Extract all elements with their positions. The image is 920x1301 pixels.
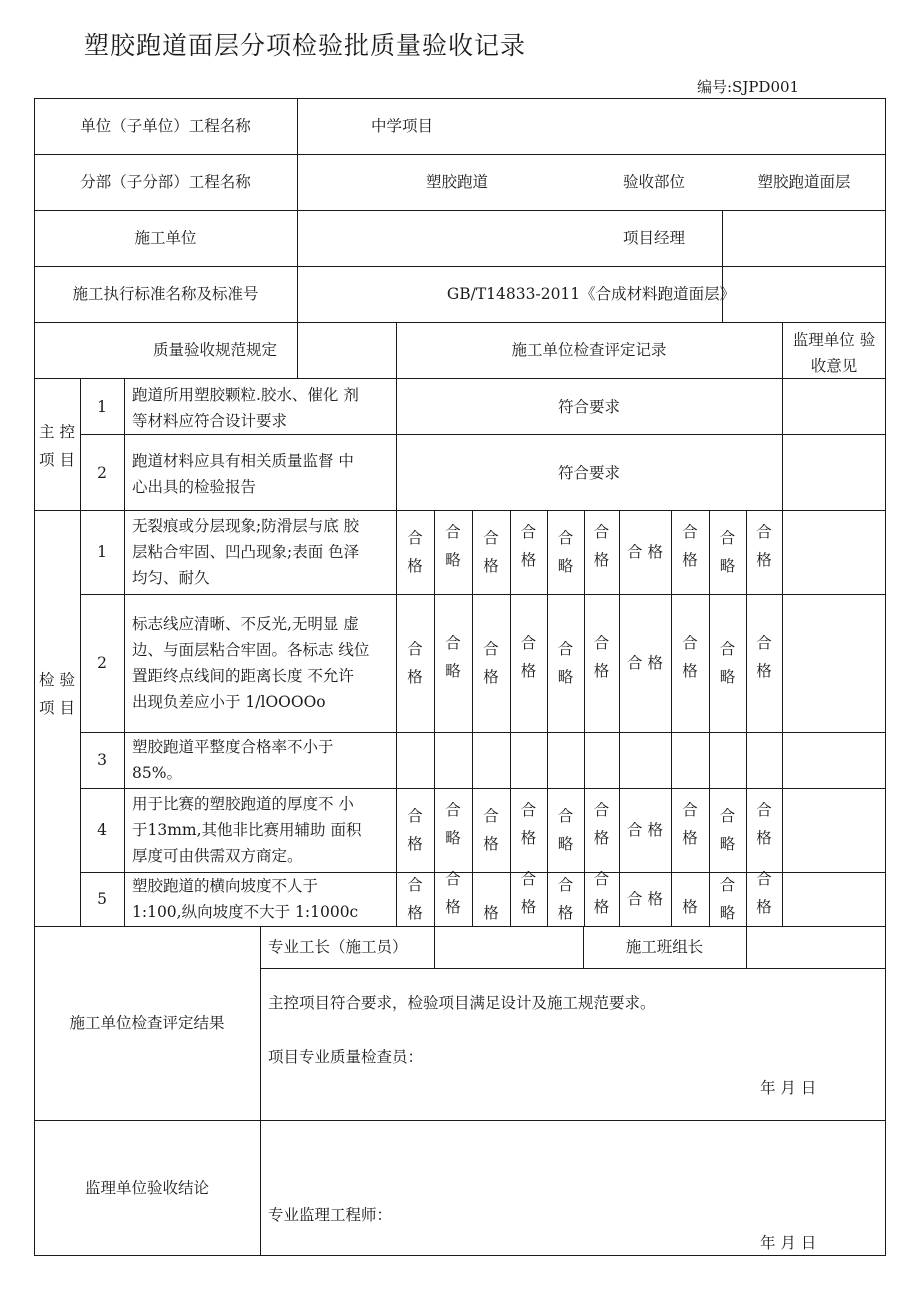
qualified-mark-char: 合: [520, 870, 537, 888]
general-item-line: 塑胶跑道的横向坡度不人于: [132, 877, 319, 895]
qualified-mark: [472, 802, 510, 858]
qualified-mark: [434, 518, 472, 574]
qualified-mark-char: 略: [557, 668, 574, 686]
rule: [34, 210, 886, 211]
qualified-mark-char: 合: [557, 876, 574, 894]
supervision-date: 年 月 日: [760, 1234, 817, 1252]
qualified-mark: [434, 796, 472, 852]
general-item-line: 层粘合牢固、凹凸现象;表面 色泽: [132, 543, 360, 561]
qualified-mark-char: 合: [593, 801, 610, 819]
rule: [34, 266, 886, 267]
qualified-mark: [671, 518, 709, 574]
qualified-mark: [709, 635, 746, 691]
general-item-line: 均匀、耐久: [132, 569, 210, 587]
unit-project-label: 单位（子单位）工程名称: [80, 117, 251, 135]
qualified-mark: [619, 649, 671, 677]
main-item-text: [132, 382, 359, 434]
inspection-record-table: [34, 98, 886, 1256]
qualified-mark-char: 合: [520, 523, 537, 541]
qualified-mark-char: 合: [719, 807, 736, 825]
qualified-mark-char: 格: [483, 904, 499, 922]
qualified-mark-char: 格: [483, 835, 499, 853]
supervising-engineer-label: 专业监理工程师：: [268, 1206, 393, 1224]
qualified-mark-char: 合: [756, 870, 772, 888]
rule: [434, 926, 435, 968]
group-line: 项 目: [39, 451, 75, 469]
qualified-mark: [547, 871, 584, 927]
rule: [34, 154, 886, 155]
qualified-mark-char: 格: [756, 551, 772, 569]
qualified-mark-char: 合: [407, 807, 423, 825]
general-item-line: 厚度可由供需双方商定。: [132, 847, 303, 865]
supervision-conclusion-label: 监理单位验收结论: [84, 1179, 209, 1197]
qualified-mark-char: 略: [557, 835, 574, 853]
qualified-mark-char: 合: [756, 523, 772, 541]
qualified-mark-char: 合: [557, 807, 574, 825]
qualified-mark-char: 格: [593, 551, 610, 569]
qualified-mark-char: 合: [557, 640, 574, 658]
general-item-no: 3: [97, 751, 107, 769]
standard-value: GB/T14833-2011《合成材料跑道面层》: [446, 285, 736, 303]
qualified-mark: [584, 518, 619, 574]
qualified-mark-char: 合: [719, 876, 736, 894]
foreman-label: 专业工长（施工员）: [268, 938, 408, 956]
rule: [619, 510, 620, 926]
qualified-mark-char: 略: [445, 662, 461, 680]
main-item-line: 等材料应符合设计要求: [132, 412, 288, 430]
rule: [722, 210, 723, 266]
qualified-mark: [547, 524, 584, 580]
rule: [34, 98, 886, 99]
qualified-mark-char: 合: [483, 640, 499, 658]
qualified-mark: [619, 816, 671, 844]
qualified-mark-char: [472, 871, 510, 899]
rule: [260, 968, 886, 969]
qualified-mark-char: 略: [719, 835, 736, 853]
record-header: 施工单位检查评定记录: [511, 341, 667, 359]
main-item-line: 跑道所用塑胶颗粒.胶水、催化 剂: [132, 386, 359, 404]
document-code: 编号:SJPD001: [697, 78, 800, 96]
qualified-mark: [434, 865, 472, 921]
qualified-mark-char: 合: [682, 634, 698, 652]
accept-part-value: 塑胶跑道面层: [757, 173, 851, 191]
qualified-mark-char: 合: [483, 529, 499, 547]
group-line: 主 控: [39, 423, 75, 441]
qualified-mark-char: 略: [719, 557, 736, 575]
supervisor-header-line2: 收意见: [810, 357, 858, 375]
qualified-mark-char: 格: [682, 829, 698, 847]
main-control-group-label: [34, 418, 80, 474]
qualified-mark: [671, 629, 709, 685]
supervisor-header-line1: 监理单位 验: [792, 331, 876, 349]
qualified-mark-char: 合: [445, 870, 461, 888]
qualified-mark: [619, 885, 671, 913]
rule: [34, 926, 886, 927]
rule: [80, 434, 886, 435]
main-item-no: 1: [97, 398, 107, 416]
qualified-mark-char: 格: [593, 662, 610, 680]
qualified-mark-char: 格: [520, 551, 537, 569]
qualified-mark-char: 合 格: [627, 543, 663, 561]
qualified-mark: [746, 518, 782, 574]
qualified-mark-char: 略: [719, 904, 736, 922]
spec-header: 质量验收规范规定: [152, 341, 277, 359]
rule: [782, 322, 783, 926]
qualified-mark-char: 合: [719, 529, 736, 547]
rule: [260, 926, 261, 1256]
rule: [34, 378, 886, 379]
qualified-mark-char: 格: [593, 829, 610, 847]
general-item-line: 无裂痕或分层现象;防滑层与底 胶: [132, 517, 360, 535]
qualified-mark: [396, 524, 434, 580]
main-item-line: 心出具的检验报告: [132, 478, 257, 496]
page-title: 塑胶跑道面层分项检验批质量验收记录: [84, 31, 527, 60]
quality-inspector-label: 项目专业质量检查员：: [268, 1048, 424, 1066]
qualified-mark-char: 合: [682, 523, 698, 541]
standard-label: 施工执行标准名称及标准号: [72, 285, 259, 303]
qualified-mark-char: 合: [445, 523, 461, 541]
qualified-mark-char: 合: [719, 640, 736, 658]
qualified-mark: [434, 629, 472, 685]
qualified-mark: [584, 796, 619, 852]
construction-result-label: 施工单位检查评定结果: [69, 1014, 225, 1032]
qualified-mark: [547, 802, 584, 858]
qualified-mark-char: 合 格: [627, 654, 663, 672]
general-item-text: [132, 734, 334, 786]
qualified-mark: [472, 871, 510, 927]
general-item-text: [132, 873, 358, 925]
qualified-mark-char: 格: [483, 557, 499, 575]
rule: [34, 1255, 886, 1256]
qualified-mark-char: 合: [407, 529, 423, 547]
qualified-mark: [746, 796, 782, 852]
qualified-mark-char: 合: [520, 801, 537, 819]
main-item-no: 2: [97, 464, 107, 482]
qualified-mark-char: 合 格: [627, 890, 663, 908]
rule: [80, 732, 886, 733]
qualified-mark: [396, 635, 434, 691]
accept-part-label: 验收部位: [622, 173, 685, 191]
rule: [34, 1120, 886, 1121]
qualified-mark-char: 略: [719, 668, 736, 686]
qualified-mark: [396, 871, 434, 927]
qualified-mark-char: 格: [483, 668, 499, 686]
qualified-mark-char: 合: [445, 634, 461, 652]
qualified-mark-char: 合: [520, 634, 537, 652]
qualified-mark: [709, 802, 746, 858]
general-item-line: 1:100,纵向坡度不大于 1:1000c: [132, 903, 359, 921]
qualified-mark-char: 格: [445, 898, 461, 916]
qualified-mark-char: 格: [520, 662, 537, 680]
qualified-mark: [671, 796, 709, 852]
general-item-no: 2: [97, 654, 107, 672]
qualified-mark: [510, 796, 547, 852]
qualified-mark-char: 格: [756, 662, 772, 680]
qualified-mark-char: 格: [593, 898, 610, 916]
qualified-mark: [472, 524, 510, 580]
qualified-mark-char: 格: [682, 662, 698, 680]
qualified-mark-char: 格: [520, 829, 537, 847]
rule: [80, 594, 886, 595]
qualified-mark-char: 略: [445, 829, 461, 847]
rule: [885, 98, 886, 1256]
qualified-mark-char: 合: [682, 801, 698, 819]
qualified-mark-char: 合: [593, 870, 610, 888]
general-item-text: [132, 513, 359, 591]
qualified-mark-char: 合: [407, 640, 423, 658]
qualified-mark-char: 格: [756, 898, 772, 916]
qualified-mark-char: 合: [557, 529, 574, 547]
main-item-result: 符合要求: [557, 464, 620, 482]
rule: [34, 322, 886, 323]
qualified-mark-char: 合 格: [627, 821, 663, 839]
qualified-mark: [709, 524, 746, 580]
qualified-mark: [547, 635, 584, 691]
qualified-mark-char: 格: [520, 898, 537, 916]
qualified-mark: [510, 629, 547, 685]
qualified-mark: [671, 865, 709, 921]
qualified-mark-char: [671, 865, 709, 893]
qualified-mark: [584, 865, 619, 921]
general-item-line: 边、与面层粘合牢固。各标志 线位: [132, 641, 370, 659]
general-item-no: 4: [97, 821, 107, 839]
qualified-mark-char: 合: [593, 634, 610, 652]
rule: [34, 510, 886, 511]
group-line: 项 目: [39, 699, 75, 717]
main-item-line: 跑道材料应具有相关质量监督 中: [132, 452, 354, 470]
qualified-mark-char: 格: [682, 551, 698, 569]
result-date: 年 月 日: [760, 1079, 817, 1097]
manager-label: 项目经理: [622, 229, 685, 247]
general-item-line: 标志线应清晰、不反光,无明显 虚: [132, 615, 359, 633]
rule: [80, 788, 886, 789]
qualified-mark-char: 格: [407, 668, 423, 686]
general-item-line: 85%。: [132, 764, 182, 782]
qualified-mark-char: 合: [483, 807, 499, 825]
qualified-mark-char: 合: [445, 801, 461, 819]
qualified-mark: [584, 629, 619, 685]
division-value: 塑胶跑道: [425, 173, 488, 191]
rule: [746, 926, 747, 968]
qualified-mark: [472, 635, 510, 691]
qualified-mark-char: 格: [682, 898, 698, 916]
general-item-line: 塑胶跑道平整度合格率不小于: [132, 738, 334, 756]
qualified-mark: [619, 538, 671, 566]
general-item-text: [132, 611, 369, 715]
qualified-mark-char: 格: [407, 557, 423, 575]
qualified-mark-char: 格: [557, 904, 574, 922]
division-label: 分部（子分部）工程名称: [80, 173, 251, 191]
qualified-mark-char: 略: [557, 557, 574, 575]
rule: [124, 378, 125, 926]
qualified-mark: [746, 629, 782, 685]
qualified-mark-char: 略: [445, 551, 461, 569]
qualified-mark-char: 合: [756, 801, 772, 819]
qualified-mark: [510, 865, 547, 921]
general-item-line: 置距终点线间的距离长度 不允许: [132, 667, 354, 685]
qualified-mark-char: 格: [407, 835, 423, 853]
main-item-text: [132, 448, 354, 500]
constructor-label: 施工单位: [134, 229, 197, 247]
general-item-line: 于13mm,其他非比赛用辅助 面积: [132, 821, 362, 839]
qualified-mark-char: 合: [756, 634, 772, 652]
general-item-line: 用于比赛的塑胶跑道的厚度不 小: [132, 795, 354, 813]
general-item-no: 5: [97, 890, 107, 908]
qualified-mark-char: 格: [756, 829, 772, 847]
qualified-mark: [709, 871, 746, 927]
general-group-label: [34, 666, 80, 722]
qualified-mark: [510, 518, 547, 574]
qualified-mark: [746, 865, 782, 921]
qualified-mark: [396, 802, 434, 858]
qualified-mark-char: 合: [593, 523, 610, 541]
qualified-mark-char: 合: [407, 876, 423, 894]
qualified-mark-char: 格: [407, 904, 423, 922]
team-leader-label: 施工班组长: [625, 938, 704, 956]
general-item-no: 1: [97, 543, 107, 561]
main-item-result: 符合要求: [557, 398, 620, 416]
general-item-line: 出现负差应小于 1/lOOOOo: [132, 693, 326, 711]
general-item-text: [132, 791, 361, 869]
group-line: 检 验: [39, 671, 75, 689]
unit-project-value: 中学项目: [371, 117, 434, 135]
conclusion-text: 主控项目符合要求，检验项目满足设计及施工规范要求。: [268, 994, 656, 1012]
